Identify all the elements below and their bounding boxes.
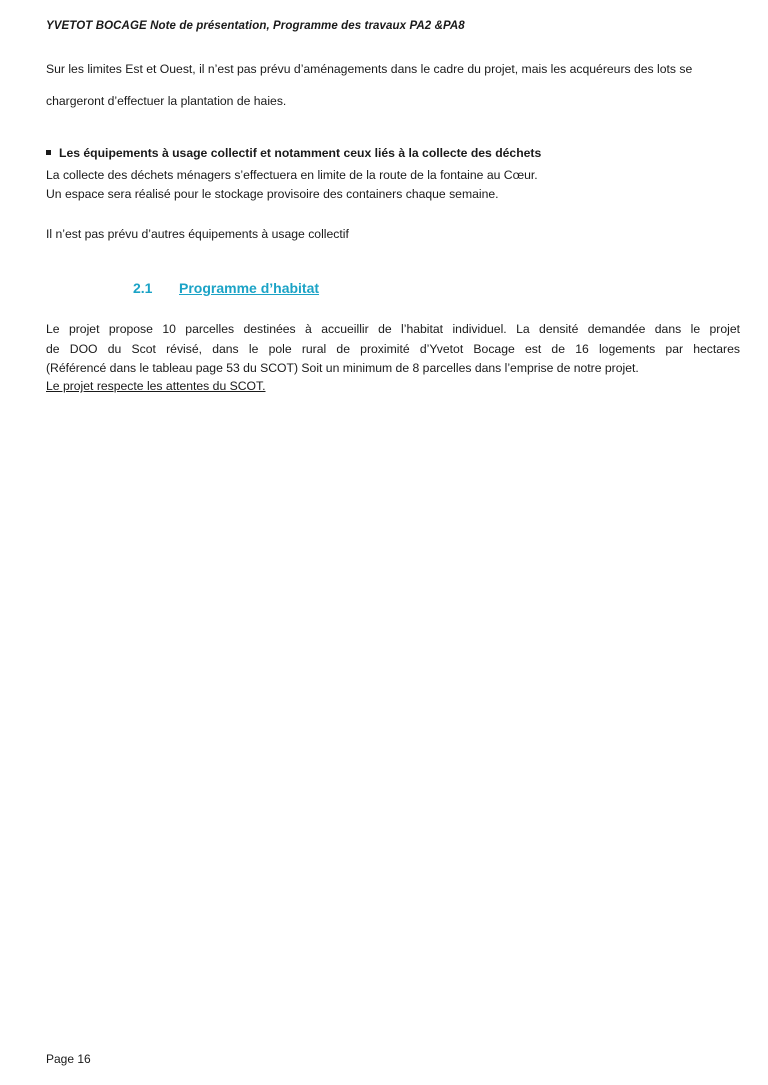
running-header: YVETOT BOCAGE Note de présentation, Programme des travaux PA2 &PA8 xyxy=(46,20,465,32)
stockage-line: Un espace sera réalisé pour le stockage provisoire des containers chaque semaine. xyxy=(46,187,499,201)
habitat-paragraph xyxy=(46,320,740,379)
paragraph-line: de DOO du Scot révisé, dans le pole rural de proximité d’Yvetot Bocage est de 16 logements par hectares xyxy=(46,341,740,356)
section-number: 2.1 xyxy=(133,280,153,296)
page-number: Page 16 xyxy=(46,1052,91,1066)
equipements-heading xyxy=(46,146,541,160)
collecte-line: La collecte des déchets ménagers s’effectuera en limite de la route de la fontaine au Cœur. xyxy=(46,168,538,182)
intro-line-1: Sur les limites Est et Ouest, il n’est pas prévu d’aménagements dans le cadre du projet, mais les acquéreurs des lots se xyxy=(46,62,693,76)
bullet-square-icon xyxy=(46,150,51,155)
intro-line-2: chargeront d’effectuer la plantation de haies. xyxy=(46,94,287,108)
section-title: Programme d’habitat xyxy=(179,280,320,296)
paragraph-line: Le projet propose 10 parcelles destinées à accueillir de l’habitat individuel. La densité demandée dans le projet xyxy=(46,322,740,336)
section-heading xyxy=(133,280,319,296)
conclusion-line: Le projet respecte les attentes du SCOT. xyxy=(46,379,266,393)
paragraph-line: (Référencé dans le tableau page 53 du SCOT) Soit un minimum de 8 parcelles dans l’emprise de notre projet. xyxy=(46,361,639,375)
equipements-heading-text: Les équipements à usage collectif et notamment ceux liés à la collecte des déchets xyxy=(59,146,542,160)
autres-equipements-line: Il n’est pas prévu d’autres équipements à usage collectif xyxy=(46,227,349,241)
